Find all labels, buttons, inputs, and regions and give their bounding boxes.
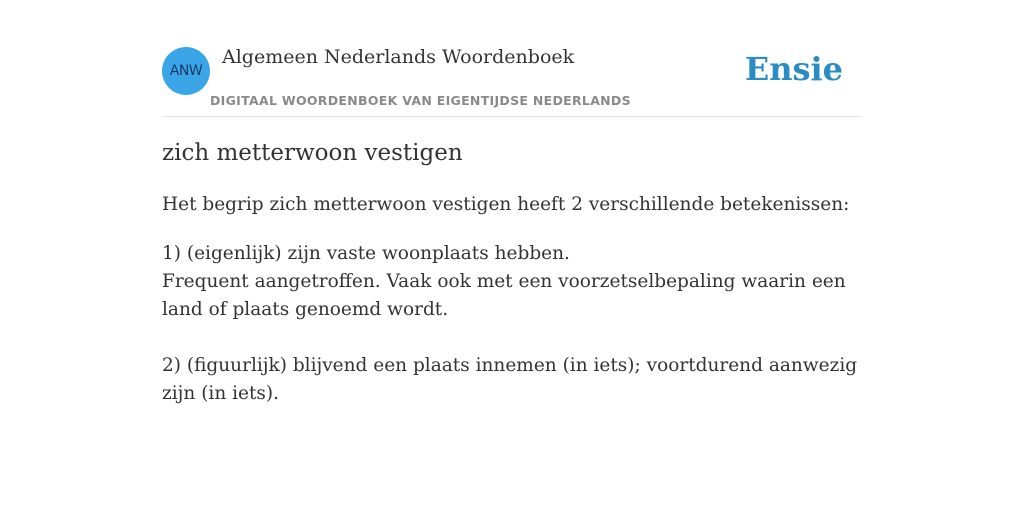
- anw-logo[interactable]: [162, 47, 210, 95]
- intro-text: Het begrip zich metterwoon vestigen heeft 2 verschillende betekenissen:: [162, 194, 850, 215]
- meaning-item: [162, 240, 862, 324]
- site-title[interactable]: Algemeen Nederlands Woordenboek: [222, 46, 575, 68]
- meaning-definition: 1) (eigenlijk) zijn vaste woonplaats hebben.: [162, 243, 570, 264]
- page-title: zich metterwoon vestigen: [162, 140, 463, 166]
- meanings-list: [162, 240, 862, 436]
- meaning-item: [162, 352, 862, 408]
- page-container: [162, 0, 862, 404]
- logo-text: ANW: [169, 63, 203, 79]
- site-header: [162, 0, 862, 117]
- meaning-note: Frequent aangetroffen. Vaak ook met een voorzetselbepaling waarin een land of plaats genoemd wordt.: [162, 271, 846, 320]
- site-subtitle: DIGITAAL WOORDENBOEK VAN EIGENTIJDSE NEDERLANDS: [210, 93, 631, 108]
- ensie-brand-link[interactable]: Ensie: [744, 50, 843, 88]
- meaning-definition: 2) (figuurlijk) blijvend een plaats innemen (in iets); voortdurend aanwezig zijn (in iets).: [162, 355, 858, 404]
